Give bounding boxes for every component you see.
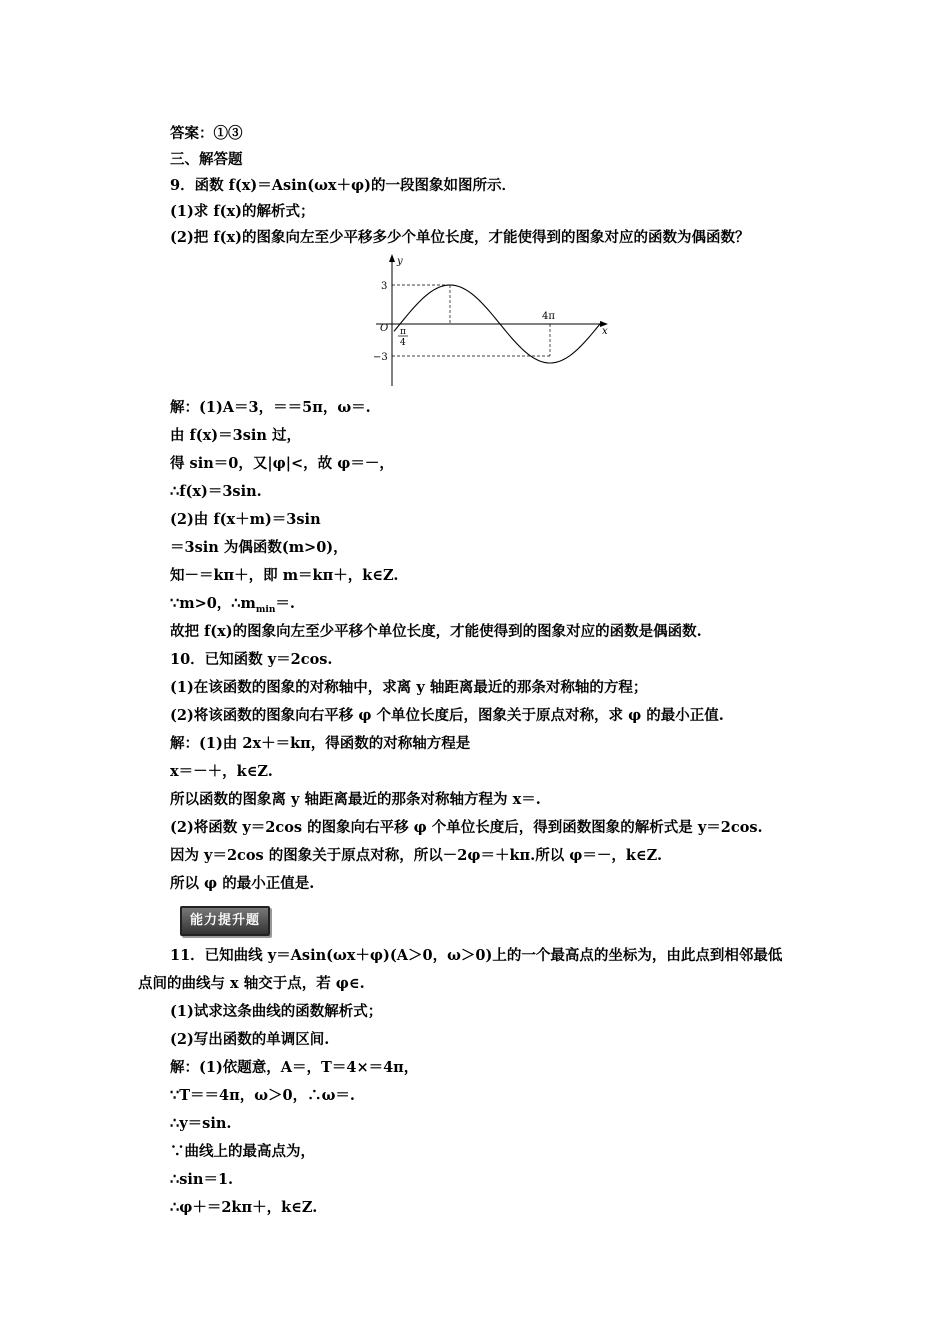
solution-9-line-6: ＝3sin 为偶函数(m>0)， bbox=[170, 539, 348, 556]
question-11-part-1: (1)试求这条曲线的函数解析式； bbox=[170, 1003, 383, 1020]
solution-9-line-7: 知－＝kπ＋，即 m＝kπ＋，k∈Z. bbox=[170, 567, 399, 584]
question-10: 10．已知函数 y＝2cos. bbox=[170, 651, 333, 668]
x-axis-label: x bbox=[602, 326, 608, 337]
ability-badge bbox=[180, 906, 270, 936]
solution-10-line-1: 解：(1)由 2x＋＝kπ，得函数的对称轴方程是 bbox=[170, 735, 471, 752]
mmin-subscript: min bbox=[255, 604, 276, 615]
solution-11-line-4: ∵曲线上的最高点为， bbox=[170, 1143, 315, 1160]
solution-9-line-2: 由 f(x)＝3sin 过， bbox=[170, 427, 302, 444]
solution-9-line-8 bbox=[170, 594, 295, 620]
y-max-label: 3 bbox=[381, 281, 388, 292]
y-min-label: −3 bbox=[373, 352, 388, 363]
mmin-text: ∵m>0，∴m bbox=[170, 595, 256, 612]
question-11-part-2: (2)写出函数的单调区间. bbox=[170, 1031, 330, 1048]
question-10-part-2: (2)将该函数的图象向右平移 φ 个单位长度后，图象关于原点对称，求 φ 的最小正值. bbox=[170, 707, 724, 724]
pi-over-4-denominator: 4 bbox=[400, 338, 406, 348]
solution-10-line-5: 因为 y＝2cos 的图象关于原点对称，所以－2φ＝＋kπ.所以 φ＝－，k∈Z. bbox=[170, 847, 663, 864]
question-11-line-1: 11．已知曲线 y＝Asin(ωx＋φ)(A＞0，ω＞0)上的一个最高点的坐标为，由此点到相邻最低 bbox=[170, 947, 783, 964]
question-11-line-2: 点间的曲线与 x 轴交于点，若 φ∈. bbox=[138, 975, 365, 992]
question-10-part-1: (1)在该函数的图象的对称轴中，求离 y 轴距离最近的那条对称轴的方程； bbox=[170, 679, 648, 696]
answer-line: 答案：①③ bbox=[170, 125, 243, 142]
badge-label: 能力提升题 bbox=[189, 913, 260, 928]
section-heading: 三、解答题 bbox=[170, 151, 243, 168]
question-9-part-2: (2)把 f(x)的图象向左至少平移多少个单位长度，才能使得到的图象对应的函数为偶函数？ bbox=[170, 229, 750, 246]
solution-10-line-2: x＝－＋，k∈Z. bbox=[170, 763, 273, 780]
solution-9-line-3: 得 sin＝0，又|φ|<，故 φ＝－， bbox=[170, 455, 394, 472]
solution-9-line-1: 解：(1)A＝3，＝＝5π，ω＝. bbox=[170, 399, 371, 416]
question-9-part-1: (1)求 f(x)的解析式； bbox=[170, 203, 315, 220]
question-9: 9．函数 f(x)＝Asin(ωx＋φ)的一段图象如图所示． bbox=[170, 177, 516, 194]
solution-9-conclusion: 故把 f(x)的图象向左至少平移个单位长度，才能使得到的图象对应的函数是偶函数. bbox=[170, 623, 702, 640]
solution-10-line-6: 所以 φ 的最小正值是. bbox=[170, 875, 315, 892]
y-axis-label: y bbox=[397, 256, 403, 267]
solution-9-line-5: (2)由 f(x＋m)＝3sin bbox=[170, 511, 321, 528]
solution-11-line-1: 解：(1)依题意，A＝，T＝4×＝4π， bbox=[170, 1059, 419, 1076]
solution-11-line-5: ∴sin＝1. bbox=[170, 1171, 234, 1188]
solution-11-line-2: ∵T＝＝4π，ω＞0，∴ω＝. bbox=[170, 1087, 355, 1104]
solution-10-line-4: (2)将函数 y＝2cos 的图象向右平移 φ 个单位长度后，得到函数图象的解析式是 y＝2cos. bbox=[170, 819, 763, 836]
origin-label: O bbox=[380, 323, 389, 334]
solution-11-line-3: ∴y＝sin. bbox=[170, 1115, 232, 1132]
sine-graph bbox=[360, 252, 620, 392]
solution-10-line-3: 所以函数的图象离 y 轴距离最近的那条对称轴方程为 x＝. bbox=[170, 791, 541, 808]
solution-9-line-4: ∴f(x)＝3sin. bbox=[170, 483, 262, 500]
mmin-tail: ＝. bbox=[275, 595, 295, 612]
solution-11-line-6: ∴φ＋＝2kπ＋，k∈Z. bbox=[170, 1199, 318, 1216]
y-axis-arrow-icon bbox=[389, 254, 395, 262]
four-pi-label: 4π bbox=[542, 311, 555, 322]
pi-over-4-numerator: π bbox=[400, 327, 406, 337]
